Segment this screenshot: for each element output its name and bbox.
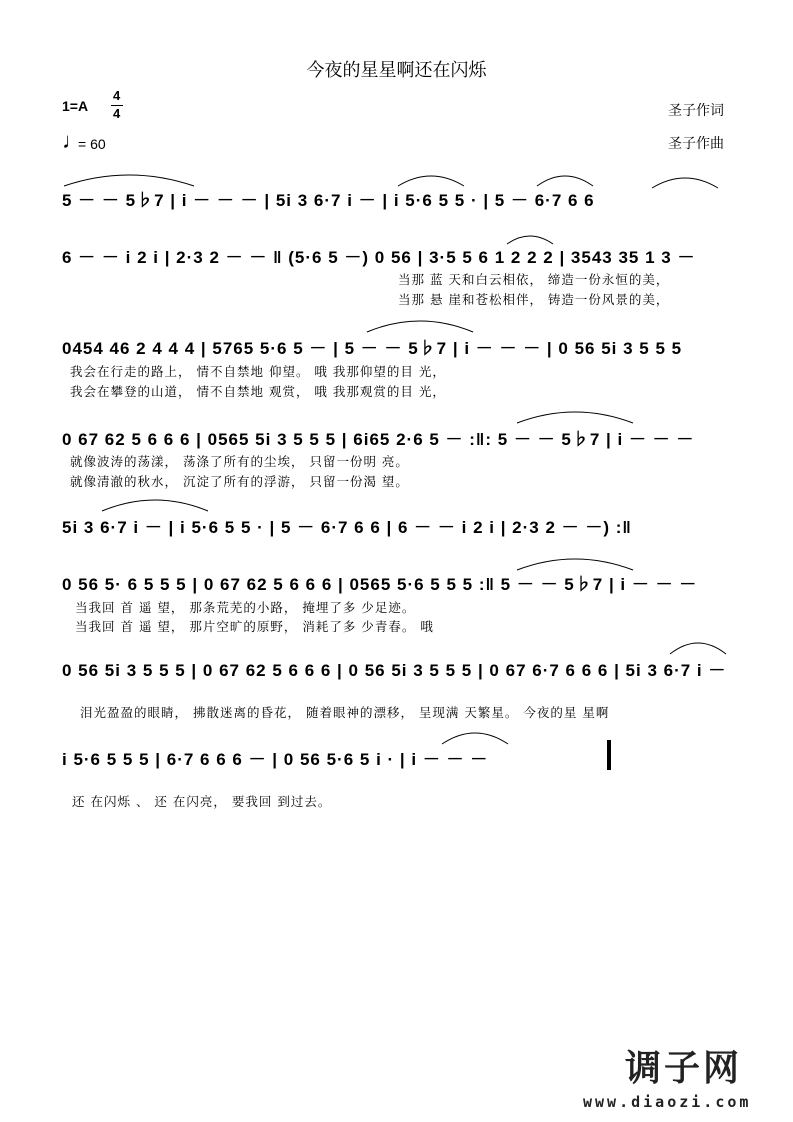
- score-row-7: 0 56 5i 3 5 5 5 | 0 67 62 5 6 6 6 | 0 56 5i 3 5 5 5 | 0 67 6·7 6 6 6 | 5i 3 6·7 i －: [62, 661, 727, 680]
- lyrics-row-4-verse-2: 就像清澈的秋水， 沉淀了所有的浮游， 只留一份渴 望。: [70, 474, 409, 489]
- final-barline: [607, 740, 611, 770]
- quarter-note-icon: ♩: [62, 128, 84, 153]
- tie-arc: [396, 168, 466, 188]
- tie-arc: [62, 168, 197, 188]
- lyrics-row-2-verse-2: 当那 悬 崖和苍松相伴， 铸造一份风景的美，: [398, 292, 670, 307]
- time-signature-bottom: 4: [113, 106, 121, 121]
- lyrics-row-7-verse-1: 泪光盈盈的眼睛， 拂散迷离的昏花， 随着眼神的漂移， 呈现满 天繁星。 今夜的星 星啊: [80, 705, 610, 720]
- lyrics-row-6-verse-2: 当我回 首 遥 望， 那片空旷的原野， 消耗了多 少青春。 哦: [75, 619, 434, 634]
- lyricist-credit: 圣子作词: [668, 103, 724, 119]
- score-row-6: 0 56 5· 6 5 5 5 | 0 67 62 5 6 6 6 | 0565 5·6 5 5 5 :‖ 5 － － 5♭7 | i － － －: [62, 575, 698, 594]
- lyrics-row-3-verse-1: 我会在行走的路上， 情不自禁地 仰望。 哦 我那仰望的目 光，: [70, 364, 446, 379]
- lyrics-row-4-verse-1: 就像波涛的荡漾， 荡涤了所有的尘埃， 只留一份明 亮。: [70, 454, 409, 469]
- tie-arc: [365, 314, 475, 334]
- lyrics-row-2-verse-1: 当那 蓝 天和白云相依， 缔造一份永恒的美，: [398, 272, 670, 287]
- tie-arc: [535, 168, 595, 188]
- score-row-2: 6 － － i 2 i | 2·3 2 － － ‖ (5·6 5 －) 0 56 | 3·5 5 6 1 2 2 2 | 3543 35 1 3 －: [62, 248, 696, 267]
- score-row-1: 5 － － 5♭7 | i － － － | 5i 3 6·7 i － | i 5·6 5 5 · | 5 － 6·7 6 6: [62, 191, 595, 210]
- tie-arc: [100, 493, 210, 513]
- lyrics-row-6-verse-1: 当我回 首 遥 望， 那条荒芜的小路， 掩埋了多 少足迹。: [75, 600, 416, 615]
- site-logo: 调子网: [625, 1048, 743, 1089]
- song-title: 今夜的星星啊还在闪烁: [306, 60, 487, 81]
- time-signature-top: 4: [113, 88, 121, 103]
- score-row-8: i 5·6 5 5 5 | 6·7 6 6 6 － | 0 56 5·6 5 i · | i － － －: [62, 750, 489, 769]
- tie-arc: [650, 170, 720, 190]
- score-row-4: 0 67 62 5 6 6 6 | 0565 5i 3 5 5 5 | 6i65 2·6 5 － :‖: 5 － － 5♭7 | i － － －: [62, 430, 695, 449]
- tie-arc: [505, 230, 555, 246]
- score-row-3: 0454 46 2 4 4 4 | 5765 5·6 5 － | 5 － － 5♭7 | i － － － | 0 56 5i 3 5 5 5: [62, 339, 683, 358]
- lyrics-row-8-verse-1: 还 在闪烁 、 还 在闪亮， 要我回 到过去。: [72, 794, 332, 809]
- composer-credit: 圣子作曲: [668, 136, 724, 152]
- site-url: www.diaozi.com: [583, 1093, 752, 1111]
- lyrics-row-3-verse-2: 我会在攀登的山道， 情不自禁地 观赏， 哦 我那观赏的目 光，: [70, 384, 446, 399]
- tie-arc: [668, 636, 728, 656]
- tie-arc: [515, 405, 635, 425]
- score-row-5: 5i 3 6·7 i － | i 5·6 5 5 · | 5 － 6·7 6 6 | 6 － － i 2 i | 2·3 2 － －) :‖: [62, 518, 632, 537]
- tie-arc: [440, 726, 510, 746]
- key-signature: 1=A: [62, 98, 89, 114]
- tie-arc: [515, 552, 635, 572]
- tempo-value: = 60: [78, 136, 106, 152]
